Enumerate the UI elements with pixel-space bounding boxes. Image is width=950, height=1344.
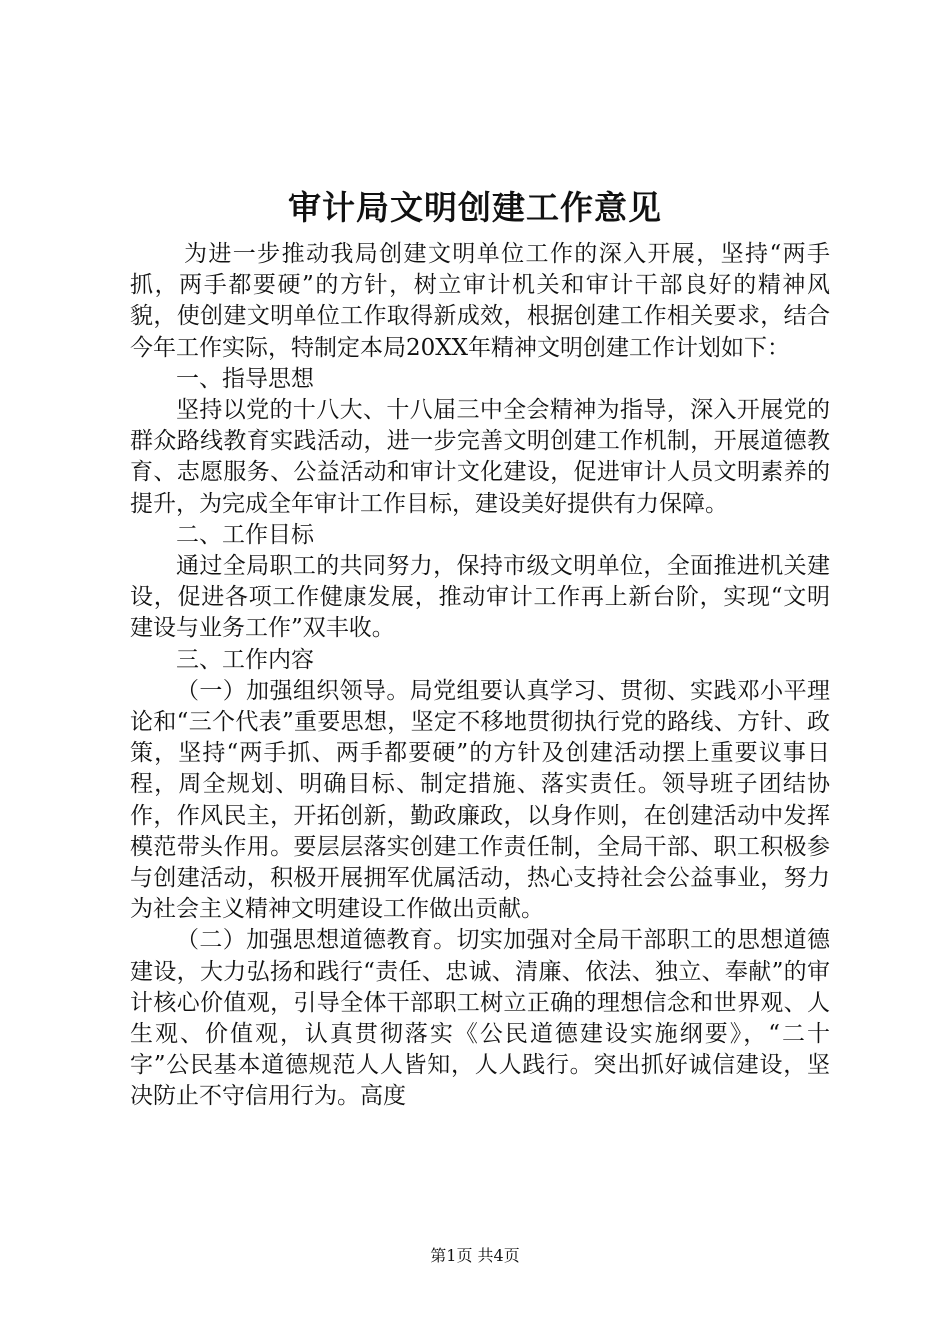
page-number: 第1页 共4页 [430,1246,520,1265]
intro-paragraph: 为进一步推动我局创建文明单位工作的深入开展，坚持“两手抓，两手都要硬”的方针，树立审计机关和审计干部良好的精神风貌，使创建文明单位工作取得新成效，根据创建工作相关要求，结合今年工作实际，特制定本局20XX年精神文明创建工作计划如下： [130,241,830,361]
guiding-ideology-paragraph: 坚持以党的十八大、十八届三中全会精神为指导，深入开展党的群众路线教育实践活动，进一步完善文明创建工作机制，开展道德教育、志愿服务、公益活动和审计文化建设，促进审计人员文明素养的提升，为完成全年审计工作目标，建设美好提供有力保障。 [130,397,830,517]
page-title: 审计局文明创建工作意见 [288,188,662,227]
work-goals-paragraph: 通过全局职工的共同努力，保持市级文明单位，全面推进机关建设，促进各项工作健康发展，推动审计工作再上新台阶，实现“文明建设与业务工作”双丰收。 [130,553,830,642]
document-body [130,239,830,1113]
section-heading-work-content: 三、工作内容 [176,646,314,673]
organization-leadership-paragraph: （一）加强组织领导。局党组要认真学习、贯彻、实践邓小平理论和“三个代表”重要思想，坚定不移地贯彻执行党的路线、方针、政策，坚持“两手抓、两手都要硬”的方针及创建活动摆上重要议事日程，周全规划、明确目标、制定措施、落实责任。领导班子团结协作，作风民主，开拓创新，勤政廉政，以身作则，在创建活动中发挥模范带头作用。要层层落实创建工作责任制，全局干部、职工积极参与创建活动，积极开展拥军优属活动，热心支持社会公益事业，努力为社会主义精神文明建设工作做出贡献。 [130,677,830,923]
section-heading-work-goals: 二、工作目标 [176,521,314,548]
section-heading-guiding-ideology: 一、指导思想 [176,365,314,392]
moral-education-paragraph: （二）加强思想道德教育。切实加强对全局干部职工的思想道德建设，大力弘扬和践行“责任、忠诚、清廉、依法、独立、奉献”的审计核心价值观，引导全体干部职工树立正确的理想信念和世界观、人生观、价值观，认真贯彻落实《公民道德建设实施纲要》，“二十字”公民基本道德规范人人皆知，人人践行。突出抓好诚信建设，坚决防止不守信用行为。高度 [130,927,830,1110]
